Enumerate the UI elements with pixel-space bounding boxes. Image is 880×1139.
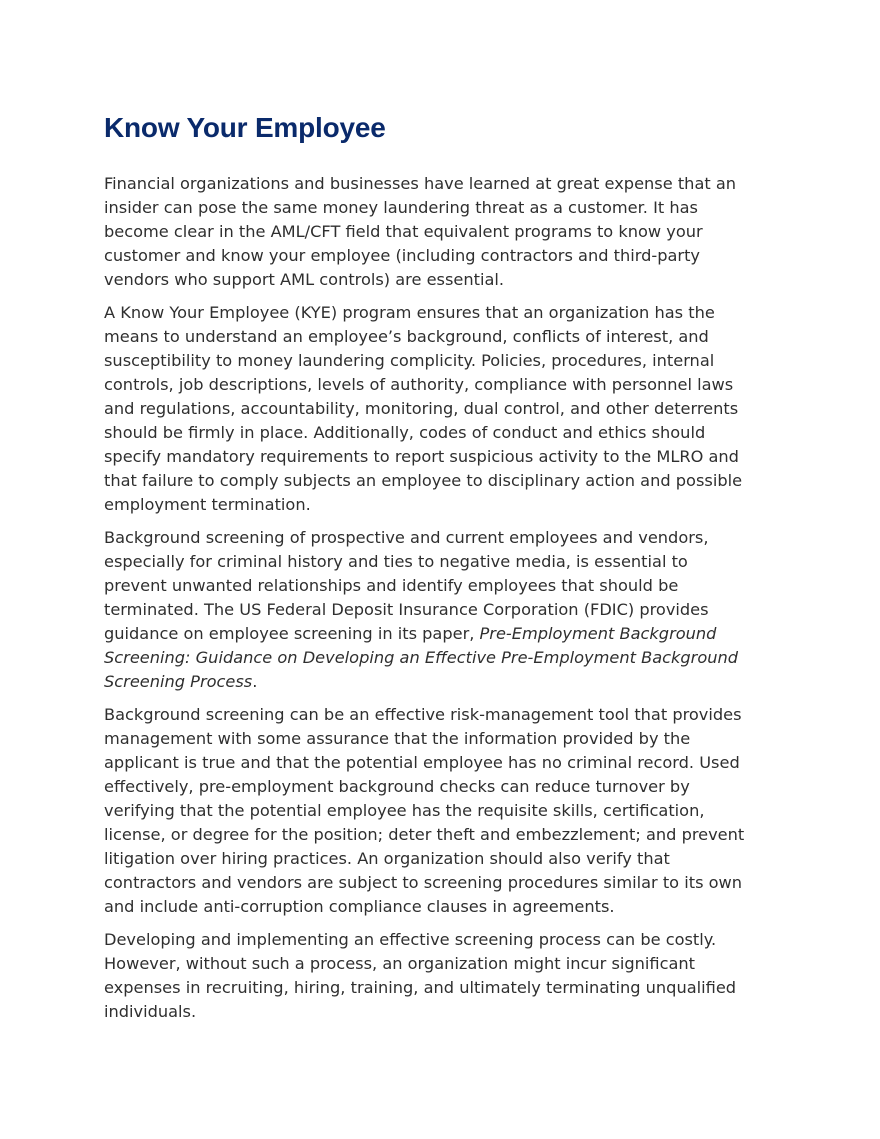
paragraph-background-screening xyxy=(104,526,754,694)
document-page xyxy=(104,108,754,1033)
paragraph-text: Background screening of prospective and current employees and vendors, especially for criminal history and ties to negative media, is essential to prevent unwanted relationships and identify employees that should be terminated. The US Federal Deposit Insurance Corporation (FDIC) provides guidance on employee screening in its paper, xyxy=(104,528,709,643)
paragraph-kye-program: A Know Your Employee (KYE) program ensures that an organization has the means to understand an employee’s background, conflicts of interest, and susceptibility to money laundering complicity. Policies, procedures, internal controls, job descriptions, levels of authority, compliance with personnel laws and regulations, accountability, monitoring, dual control, and other deterrents should be firmly in place. Additionally, codes of conduct and ethics should specify mandatory requirements to report suspicious activity to the MLRO and that failure to comply subjects an employee to disciplinary action and possible employment termination. xyxy=(104,303,743,514)
paragraph-screening-cost: Developing and implementing an effective screening process can be costly. However, without such a process, an organization might incur significant expenses in recruiting, hiring, training, and ultimately terminating unqualified individuals. xyxy=(104,930,737,1021)
paragraph-text-end: . xyxy=(252,672,258,691)
fdic-paper-title: Pre-Employment Background Screening: Guidance on Developing an Effective Pre-Employment Background Screening Process xyxy=(104,624,739,691)
paragraph-insider-threat: Financial organizations and businesses have learned at great expense that an insider can pose the same money laundering threat as a customer. It has become clear in the AML/CFT field that equivalent programs to know your customer and know your employee (including contractors and third-party vendors who support AML controls) are essential. xyxy=(104,174,737,289)
document-body xyxy=(104,172,754,1024)
page-title: Know Your Employee xyxy=(104,112,386,143)
paragraph-risk-management: Background screening can be an effective risk-management tool that provides management with some assurance that the information provided by the applicant is true and that the potential employee has no criminal record. Used effectively, pre-employment background checks can reduce turnover by verifying that the potential employee has the requisite skills, certification, license, or degree for the position; deter theft and embezzlement; and prevent litigation over hiring practices. An organization should also verify that contractors and vendors are subject to screening procedures similar to its own and include anti-corruption compliance clauses in agreements. xyxy=(104,705,745,916)
